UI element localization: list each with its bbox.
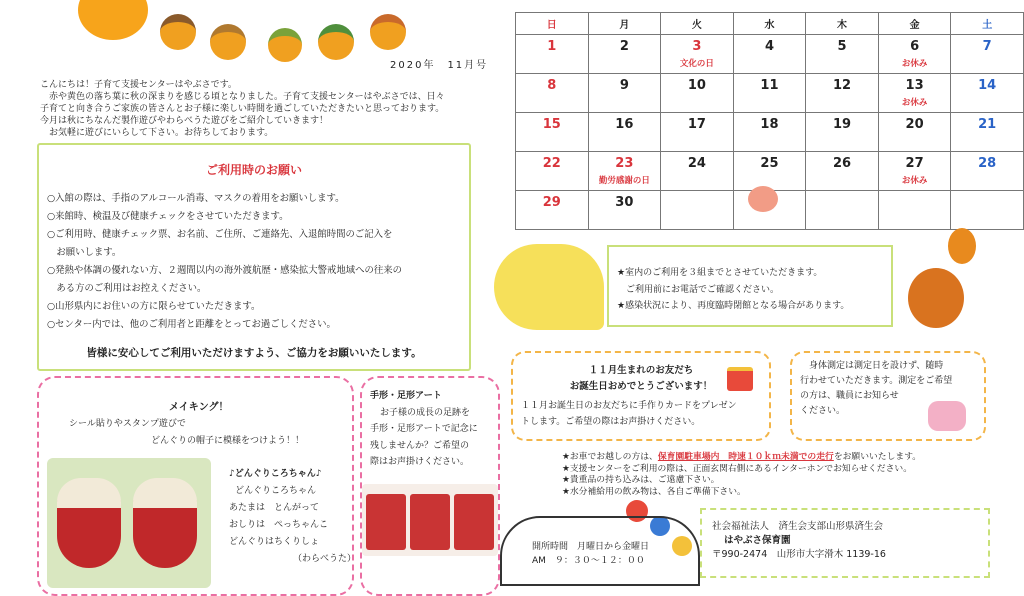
acorn-craft-left: [57, 478, 121, 568]
birthday-title: １１月生まれのお友だち: [588, 365, 694, 376]
handprint-art-box: [360, 376, 500, 596]
weekday-tue: 火: [661, 13, 734, 35]
footprint-card: [366, 494, 406, 550]
calendar-day-cell: [661, 74, 734, 113]
rabbit-scale-icon: [928, 401, 966, 431]
calendar-week-row: [516, 74, 1024, 113]
weekday-thu: 木: [806, 13, 879, 35]
day-number: 20: [905, 117, 924, 132]
calendar-day-cell: [806, 74, 879, 113]
acorn-icon: [160, 14, 196, 50]
org-address: 〒990-2474 山形市大字滑木 1139-16: [712, 549, 886, 560]
calendar-day-cell: [516, 152, 589, 191]
measure-line: の方は、職員にお知らせ: [800, 391, 899, 401]
calendar-day-cell: [951, 191, 1024, 230]
calendar-day-cell: [588, 35, 661, 74]
weekday-sun: 日: [516, 13, 589, 35]
calendar-day-cell: [516, 35, 589, 74]
rules-line: ○入館の際は、手指のアルコール消毒、マスクの着用をお願いします。: [47, 193, 345, 204]
calendar-day-cell: [516, 74, 589, 113]
calendar-day-cell: [806, 113, 879, 152]
day-number: 14: [978, 78, 997, 93]
day-note: 文化の日: [679, 59, 714, 69]
calendar-day-cell: [951, 152, 1024, 191]
day-note: お休み: [901, 176, 928, 186]
day-number: 11: [760, 78, 779, 93]
day-number: 9: [619, 78, 629, 93]
day-number: 7: [982, 39, 992, 54]
birthday-body: １１月お誕生日のお友だちに手作りカードをプレゼン: [521, 401, 737, 411]
rules-line: ○山形県内にお住いの方に限らせていただきます。: [47, 301, 261, 312]
song-title: ♪どんぐりころちゃん♪: [229, 469, 322, 479]
rules-line: ある方のご利用はお控えください。: [47, 283, 207, 294]
calendar-week-row: [516, 35, 1024, 74]
calendar-day-cell: [733, 152, 806, 191]
org-nursery: はやぶさ保育園: [724, 535, 791, 546]
calendar-week-row: [516, 152, 1024, 191]
acorn-icon: [318, 24, 354, 60]
day-note: 勤労感謝の日: [598, 176, 650, 186]
calendar-day-cell: [878, 191, 951, 230]
notice-line: ★感染状況により、再度臨時閉館となる場合があります。: [617, 301, 850, 311]
note-text: をお願いいたします。: [833, 452, 922, 462]
calendar-day-cell: [733, 35, 806, 74]
intro-line: こんにちは！子育て支援センターはやぶさです。: [40, 80, 237, 90]
acorn-mascot-icon: [78, 0, 148, 40]
calendar-day-cell: [733, 74, 806, 113]
acorn-icon: [268, 28, 302, 62]
calendar-day-cell: [588, 152, 661, 191]
day-number: 1: [547, 39, 557, 54]
day-number: 23: [615, 156, 634, 171]
organization-box: [700, 508, 990, 578]
rules-line: ○ご利用時、健康チェック票、お名前、ご住所、ご連絡先、入退館時間のご記入を: [47, 229, 393, 240]
making-line: どんぐりの帽子に模様をつけよう！！: [151, 436, 305, 446]
day-number: 24: [687, 156, 706, 171]
calendar-day-cell: [951, 74, 1024, 113]
day-number: 8: [547, 78, 557, 93]
day-number: 6: [910, 39, 920, 54]
acorn-pair-icon: [948, 228, 976, 264]
notice-box: [607, 245, 893, 327]
usage-rules-box: [37, 143, 471, 371]
warabeuta-song: [229, 466, 357, 568]
song-line: あたまは とんがって: [229, 503, 320, 513]
day-note: お休み: [901, 59, 928, 69]
day-number: 10: [687, 78, 706, 93]
day-number: 15: [542, 117, 561, 132]
calendar-day-cell: [878, 74, 951, 113]
intro-line: 赤や黄色の落ち葉に秋の深まりを感じる頃となりました。子育て支援センターはやぶさでは、日々: [40, 92, 445, 102]
art-line: 残しませんか？ご希望の: [370, 440, 470, 451]
song-line: おしりは ぺっちゃんこ: [229, 520, 329, 530]
rules-line: お願いします。: [47, 247, 122, 258]
art-line: お子様の成長の足跡を: [380, 407, 471, 418]
day-number: 25: [760, 156, 779, 171]
body-measurement-box: [790, 351, 986, 441]
measure-line: 行わせていただきます。測定をご希望: [800, 376, 953, 386]
calendar-day-cell: [878, 35, 951, 74]
weekday-wed: 水: [733, 13, 806, 35]
note-text: ★お車でお越しの方は、: [562, 452, 658, 462]
hours-line: AM ９：３０～１２：００: [532, 556, 645, 566]
day-number: 22: [542, 156, 561, 171]
day-number: 3: [692, 39, 702, 54]
day-number: 4: [764, 39, 774, 54]
calendar-day-cell: [951, 113, 1024, 152]
birthday-box: [511, 351, 771, 441]
calendar-day-cell: [661, 113, 734, 152]
footprint-card: [410, 494, 450, 550]
day-number: 26: [832, 156, 852, 171]
making-line: シール貼りやスタンプ遊びで: [69, 419, 186, 429]
calendar-day-cell: [588, 113, 661, 152]
calendar-day-cell: [588, 191, 661, 230]
note-line: ★貴重品の持ち込みは、ご遠慮下さい。: [562, 475, 720, 485]
rules-title: ご利用時のお願い: [205, 163, 302, 177]
weekday-mon: 月: [588, 13, 661, 35]
day-number: 21: [978, 117, 997, 132]
calendar-header-row: [516, 13, 1024, 35]
calendar-day-cell: [661, 191, 734, 230]
acorn-icon: [370, 14, 406, 50]
day-number: 18: [760, 117, 779, 132]
pig-character-icon: [748, 186, 778, 212]
intro-text: [40, 79, 510, 139]
rules-footer: 皆様に安心してご利用いただけますよう、ご協力をお願いいたします。: [86, 347, 422, 359]
calendar-day-cell: [661, 35, 734, 74]
calendar-day-cell: [806, 152, 879, 191]
making-activity-box: [37, 376, 357, 596]
acorn-craft-photo: [47, 458, 211, 588]
calendar-day-cell: [588, 74, 661, 113]
day-number: 28: [978, 156, 997, 171]
rules-line: ○来館時、検温及び健康チェックをさせていただきます。: [47, 211, 289, 222]
org-name: 社会福祉法人 済生会支部山形県済生会: [712, 521, 884, 532]
rules-line: ○発熱や体調の優れない方、２週間以内の海外渡航歴・感染拡大警戒地域への往来の: [47, 265, 403, 276]
intro-line: お気軽に遊びにいらして下さい。お待ちしております。: [40, 128, 274, 138]
intro-line: 今月は秋にちなんだ製作遊びやわらべうた遊びをご紹介していきます！: [40, 116, 329, 126]
making-title: メイキング！: [169, 402, 229, 413]
calendar-day-cell: [661, 152, 734, 191]
day-note: お休み: [901, 98, 928, 108]
acorn-craft-right: [133, 478, 197, 568]
day-number: 29: [542, 195, 561, 210]
note-highlight: 保育園駐車場内 時速１０ｋｍ未満での走行: [657, 452, 834, 462]
day-number: 13: [905, 78, 924, 93]
day-number: 27: [905, 156, 924, 171]
calendar-day-cell: [878, 152, 951, 191]
gift-icon: [727, 367, 753, 391]
rules-line: ○センター内では、他のご利用者と距離をとってお過ごしください。: [47, 319, 336, 330]
note-line: ★水分補給用の飲み物は、各自ご準備下さい。: [562, 486, 746, 497]
calendar-day-cell: [516, 191, 589, 230]
issue-date: 2020年 11月号: [390, 60, 489, 71]
notice-line: ★室内のご利用を３組までとさせていただきます。: [617, 268, 823, 278]
ginkgo-leaf-icon: [494, 244, 604, 330]
day-number: 16: [615, 117, 634, 132]
calendar-day-cell: [806, 35, 879, 74]
art-line: 際はお声掛けください。: [370, 457, 470, 467]
calendar-day-cell: [733, 113, 806, 152]
day-number: 12: [832, 78, 852, 93]
birthday-subtitle: お誕生日おめでとうございます！: [569, 381, 713, 392]
weekday-sat: 土: [951, 13, 1024, 35]
day-number: 5: [837, 39, 847, 54]
visitor-notes: [562, 452, 921, 498]
pinecone-icon: [908, 268, 964, 328]
footprint-card: [454, 494, 494, 550]
note-line: [562, 452, 921, 464]
footprint-art-photo: [362, 484, 498, 556]
day-number: 19: [832, 117, 852, 132]
art-title: 手形・足形アート: [370, 391, 442, 401]
notice-line: ご利用前にお電話でご確認ください。: [617, 284, 780, 295]
song-line: どんぐりころちゃん: [235, 486, 317, 496]
calendar-day-cell: [516, 113, 589, 152]
calendar-day-cell: [878, 113, 951, 152]
day-number: 30: [615, 195, 634, 210]
day-number: 2: [619, 39, 629, 54]
song-line: どんぐりはちくりしょ: [229, 537, 320, 547]
measure-line: ください。: [800, 406, 846, 416]
song-credit: （わらべうた）: [293, 554, 357, 564]
art-line: 手形・足形アートで記念に: [370, 424, 478, 434]
birthday-body: トします。ご希望の際はお声掛けください。: [521, 417, 701, 427]
weekday-fri: 金: [878, 13, 951, 35]
calendar-day-cell: [806, 191, 879, 230]
note-line: ★支援センターをご利用の際は、正面玄関右側にあるインターホンでお知らせください。: [562, 463, 912, 474]
day-number: 17: [687, 117, 706, 132]
calendar-week-row: [516, 113, 1024, 152]
calendar-day-cell: [951, 35, 1024, 74]
hours-line: 開所時間 月曜日から金曜日: [532, 542, 650, 552]
intro-line: 子育てと向き合うご家族の皆さんとお子様に楽しい時間を過ごしていただきたいと思っております。: [40, 104, 445, 114]
measure-line: 身体測定は測定日を設けず、随時: [800, 361, 944, 371]
acorn-icon: [210, 24, 246, 60]
